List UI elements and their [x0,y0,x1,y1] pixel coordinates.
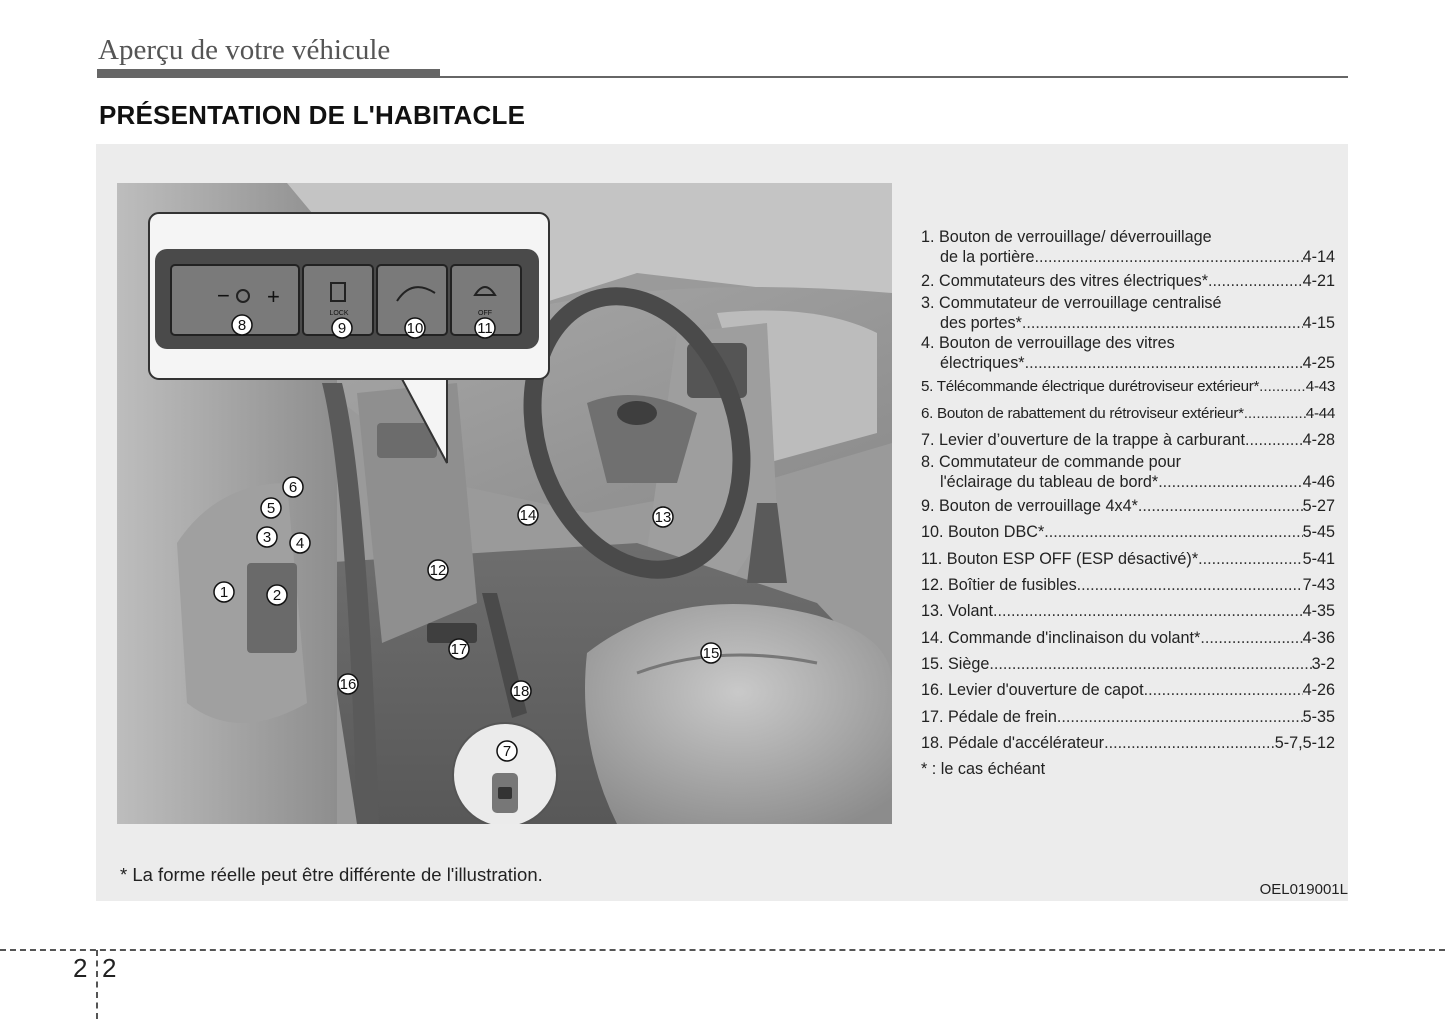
svg-text:14: 14 [519,507,537,524]
legend-item-7: 7. Levier d’ouverture de la trappe à carburant ..... 4-28 [921,427,1335,453]
marker-12 [428,560,448,580]
marker-8 [232,315,252,335]
svg-text:12: 12 [429,562,447,579]
svg-text:10: 10 [406,320,424,337]
legend-item-14: 14. Commande d'inclinaison du volant* ..... 4-36 [921,625,1335,651]
legend-item-16: 16. Levier d'ouverture de capot ..... 4-26 [921,677,1335,703]
legend-item-18: 18. Pédale d'accélérateur ..... 5-7,5-12 [921,730,1335,756]
svg-text:2: 2 [272,587,282,604]
legend-item-1: 1. Bouton de verrouillage/ déverrouillage de la portière ..... 4-14 [921,228,1335,268]
marker-14 [518,505,538,525]
svg-text:3: 3 [262,529,272,546]
header-rule [440,76,1348,78]
svg-text:9: 9 [337,320,347,337]
marker-6 [283,477,303,497]
illustration-footnote: * La forme réelle peut être différente de l'illustration. [120,864,543,885]
footer-divider [96,950,98,1019]
interior-drawing [117,183,892,824]
interior-illustration [117,183,892,824]
marker-2 [267,585,287,605]
legend-item-12: 12. Boîtier de fusibles ..... 7-43 [921,572,1335,598]
legend-item-3: 3. Commutateur de verrouillage centralisé des portes* ..... 4-15 [921,294,1335,334]
section-title: PRÉSENTATION DE L'HABITACLE [99,100,526,130]
legend-item-4: 4. Bouton de verrouillage des vitres électriques* ..... 4-25 [921,334,1335,374]
svg-text:11: 11 [477,320,493,337]
marker-4 [290,533,310,553]
svg-text:7: 7 [502,743,512,760]
svg-text:6: 6 [288,479,298,496]
svg-text:17: 17 [450,641,468,658]
legend-list [921,228,1335,782]
marker-9 [332,318,352,338]
svg-text:4: 4 [295,535,305,552]
svg-text:8: 8 [237,317,247,334]
marker-3 [257,527,277,547]
legend-item-6: 6. Bouton de rabattement du rétroviseur extérieur* ..... 4-44 [921,401,1335,427]
marker-5 [261,498,281,518]
header-bar [97,69,440,78]
marker-16 [338,674,358,694]
page-number: 2 [102,953,117,983]
svg-text:−: − [217,283,230,308]
legend-item-11: 11. Bouton ESP OFF (ESP désactivé)* ..... 5-41 [921,546,1335,572]
marker-13 [653,507,673,527]
marker-18 [511,681,531,701]
legend-item-8: 8. Commutateur de commande pour l'éclairage du tableau de bord* ..... 4-46 [921,453,1335,493]
legend-item-10: 10. Bouton DBC* ..... 5-45 [921,519,1335,545]
chapter-number: 2 [73,953,88,983]
svg-text:+: + [267,284,280,309]
marker-15 [701,643,721,663]
svg-text:1: 1 [219,584,229,601]
legend-item-13: 13. Volant ..... 4-35 [921,598,1335,624]
off-button-label: OFF [478,310,492,317]
running-header: Aperçu de votre véhicule [98,34,391,66]
legend-item-9: 9. Bouton de verrouillage 4x4* ..... 5-27 [921,493,1335,519]
svg-text:16: 16 [339,676,357,693]
svg-text:18: 18 [512,683,530,700]
lock-button-label: LOCK [329,310,349,317]
svg-text:13: 13 [654,509,672,526]
figure-code: OEL019001L [1259,881,1348,898]
legend-item-17: 17. Pédale de frein ..... 5-35 [921,704,1335,730]
legend-item-2: 2. Commutateurs des vitres électriques* ..... 4-21 [921,268,1335,294]
legend-note: * : le cas échéant [921,760,1046,779]
marker-7 [497,741,517,761]
footer-rule [0,949,1445,951]
marker-1 [214,582,234,602]
marker-17 [449,639,469,659]
marker-11 [475,318,495,338]
svg-text:5: 5 [266,500,276,517]
legend-item-5: 5. Télécommande électrique durétroviseur extérieur* ..... 4-43 [921,374,1335,400]
marker-10 [405,318,425,338]
legend-item-15: 15. Siège ..... 3-2 [921,651,1335,677]
svg-text:15: 15 [702,645,720,662]
fuel-icon [498,787,512,799]
